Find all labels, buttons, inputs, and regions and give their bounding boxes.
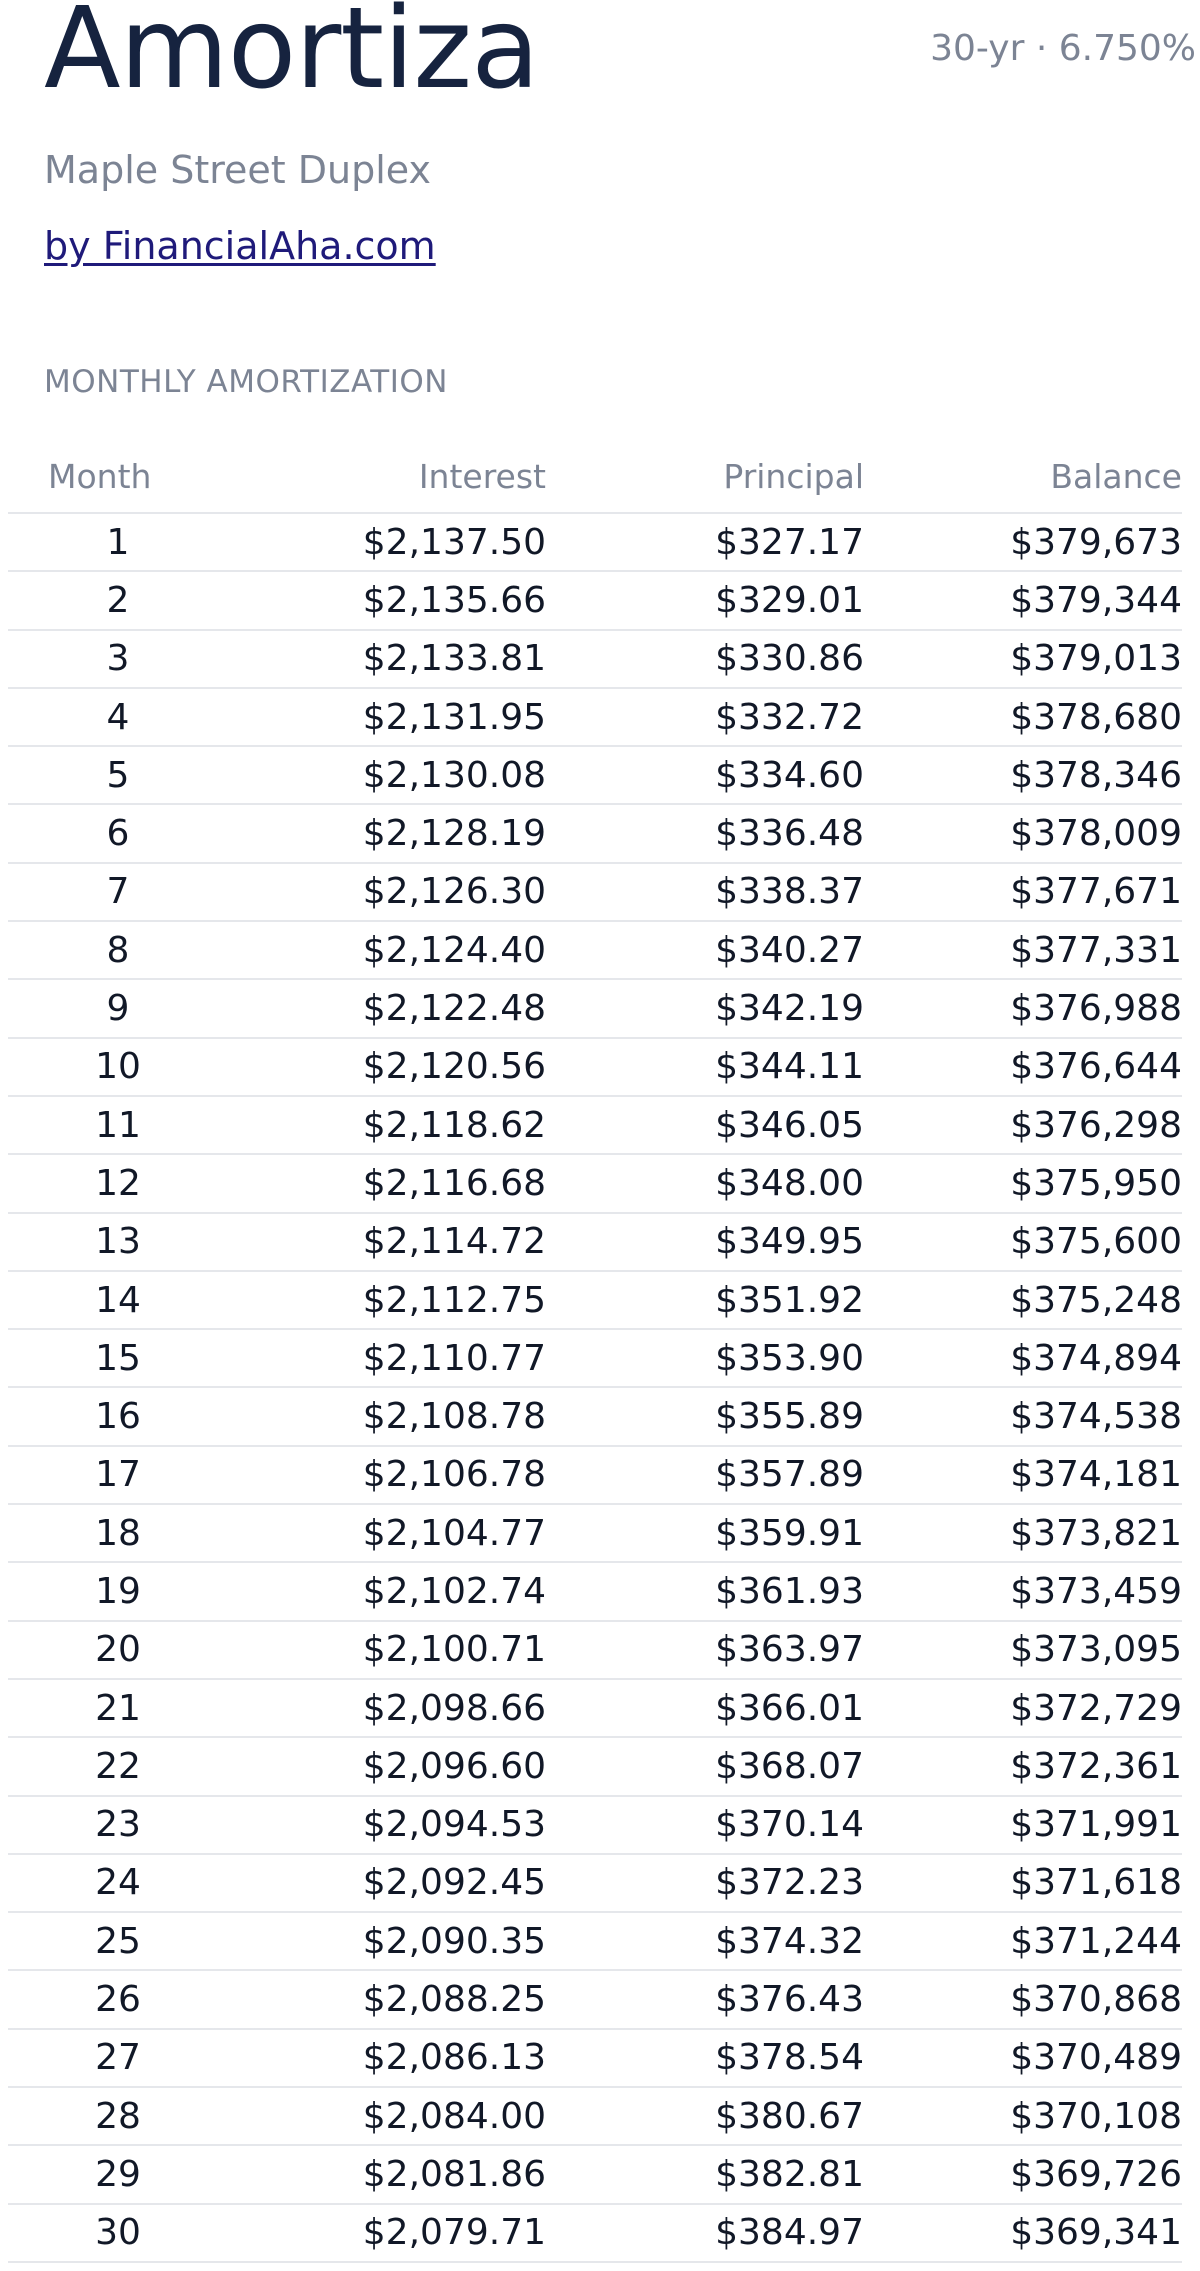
table-row bbox=[8, 2029, 1182, 2087]
column-header-principal: Principal bbox=[546, 440, 864, 513]
amortization-table bbox=[8, 440, 1182, 2263]
cell-interest: $2,122.48 bbox=[228, 979, 546, 1037]
cell-principal: $334.60 bbox=[546, 746, 864, 804]
cell-interest: $2,102.74 bbox=[228, 1562, 546, 1620]
cell-balance: $372,729 bbox=[864, 1679, 1182, 1737]
cell-interest: $2,100.71 bbox=[228, 1621, 546, 1679]
table-row bbox=[8, 1446, 1182, 1504]
app-title: Amortiza bbox=[44, 0, 539, 114]
cell-month: 30 bbox=[8, 2204, 228, 2262]
table-row bbox=[8, 1271, 1182, 1329]
cell-interest: $2,114.72 bbox=[228, 1213, 546, 1271]
cell-interest: $2,092.45 bbox=[228, 1854, 546, 1912]
cell-month: 24 bbox=[8, 1854, 228, 1912]
cell-balance: $369,726 bbox=[864, 2145, 1182, 2203]
cell-principal: $384.97 bbox=[546, 2204, 864, 2262]
cell-balance: $378,680 bbox=[864, 688, 1182, 746]
cell-principal: $336.48 bbox=[546, 804, 864, 862]
cell-principal: $342.19 bbox=[546, 979, 864, 1037]
table-row bbox=[8, 804, 1182, 862]
cell-month: 8 bbox=[8, 921, 228, 979]
table-row bbox=[8, 1679, 1182, 1737]
cell-balance: $374,181 bbox=[864, 1446, 1182, 1504]
section-title: MONTHLY AMORTIZATION bbox=[44, 364, 448, 400]
table-row bbox=[8, 746, 1182, 804]
cell-principal: $340.27 bbox=[546, 921, 864, 979]
column-header-balance: Balance bbox=[864, 440, 1182, 513]
table-row bbox=[8, 1504, 1182, 1562]
cell-month: 22 bbox=[8, 1737, 228, 1795]
cell-balance: $370,108 bbox=[864, 2087, 1182, 2145]
cell-month: 14 bbox=[8, 1271, 228, 1329]
cell-month: 25 bbox=[8, 1912, 228, 1970]
table-row bbox=[8, 1562, 1182, 1620]
cell-balance: $374,538 bbox=[864, 1387, 1182, 1445]
cell-interest: $2,094.53 bbox=[228, 1796, 546, 1854]
cell-principal: $348.00 bbox=[546, 1154, 864, 1212]
cell-interest: $2,135.66 bbox=[228, 571, 546, 629]
table-header-row bbox=[8, 440, 1182, 513]
cell-principal: $372.23 bbox=[546, 1854, 864, 1912]
cell-principal: $351.92 bbox=[546, 1271, 864, 1329]
cell-interest: $2,096.60 bbox=[228, 1737, 546, 1795]
column-header-month: Month bbox=[8, 440, 228, 513]
cell-month: 16 bbox=[8, 1387, 228, 1445]
table-row bbox=[8, 1854, 1182, 1912]
cell-principal: $344.11 bbox=[546, 1038, 864, 1096]
cell-principal: $353.90 bbox=[546, 1329, 864, 1387]
cell-principal: $378.54 bbox=[546, 2029, 864, 2087]
table-row bbox=[8, 1154, 1182, 1212]
cell-month: 11 bbox=[8, 1096, 228, 1154]
cell-interest: $2,126.30 bbox=[228, 863, 546, 921]
cell-balance: $375,248 bbox=[864, 1271, 1182, 1329]
cell-balance: $370,868 bbox=[864, 1970, 1182, 2028]
cell-month: 4 bbox=[8, 688, 228, 746]
table-row bbox=[8, 979, 1182, 1037]
cell-month: 13 bbox=[8, 1213, 228, 1271]
cell-principal: $330.86 bbox=[546, 630, 864, 688]
cell-balance: $376,644 bbox=[864, 1038, 1182, 1096]
table-row bbox=[8, 2087, 1182, 2145]
cell-balance: $375,950 bbox=[864, 1154, 1182, 1212]
cell-interest: $2,116.68 bbox=[228, 1154, 546, 1212]
table-row bbox=[8, 630, 1182, 688]
table-row bbox=[8, 863, 1182, 921]
cell-month: 3 bbox=[8, 630, 228, 688]
cell-interest: $2,108.78 bbox=[228, 1387, 546, 1445]
table-row bbox=[8, 1387, 1182, 1445]
cell-interest: $2,131.95 bbox=[228, 688, 546, 746]
table-body bbox=[8, 513, 1182, 2262]
table-row bbox=[8, 1096, 1182, 1154]
cell-balance: $377,331 bbox=[864, 921, 1182, 979]
cell-interest: $2,118.62 bbox=[228, 1096, 546, 1154]
cell-principal: $349.95 bbox=[546, 1213, 864, 1271]
cell-principal: $376.43 bbox=[546, 1970, 864, 2028]
cell-balance: $373,095 bbox=[864, 1621, 1182, 1679]
cell-balance: $375,600 bbox=[864, 1213, 1182, 1271]
cell-principal: $327.17 bbox=[546, 513, 864, 571]
cell-interest: $2,098.66 bbox=[228, 1679, 546, 1737]
cell-principal: $359.91 bbox=[546, 1504, 864, 1562]
cell-balance: $373,459 bbox=[864, 1562, 1182, 1620]
cell-interest: $2,120.56 bbox=[228, 1038, 546, 1096]
cell-interest: $2,124.40 bbox=[228, 921, 546, 979]
cell-principal: $346.05 bbox=[546, 1096, 864, 1154]
cell-month: 1 bbox=[8, 513, 228, 571]
cell-balance: $377,671 bbox=[864, 863, 1182, 921]
cell-interest: $2,104.77 bbox=[228, 1504, 546, 1562]
loan-terms-summary: 30-yr · 6.750% bbox=[930, 28, 1196, 69]
cell-month: 5 bbox=[8, 746, 228, 804]
cell-month: 23 bbox=[8, 1796, 228, 1854]
cell-month: 9 bbox=[8, 979, 228, 1037]
cell-principal: $368.07 bbox=[546, 1737, 864, 1795]
cell-principal: $374.32 bbox=[546, 1912, 864, 1970]
cell-balance: $372,361 bbox=[864, 1737, 1182, 1795]
cell-balance: $373,821 bbox=[864, 1504, 1182, 1562]
table-row bbox=[8, 1621, 1182, 1679]
cell-principal: $338.37 bbox=[546, 863, 864, 921]
table-row bbox=[8, 1329, 1182, 1387]
cell-principal: $329.01 bbox=[546, 571, 864, 629]
cell-month: 29 bbox=[8, 2145, 228, 2203]
cell-interest: $2,133.81 bbox=[228, 630, 546, 688]
table-row bbox=[8, 2145, 1182, 2203]
table-row bbox=[8, 1912, 1182, 1970]
cell-principal: $355.89 bbox=[546, 1387, 864, 1445]
table-row bbox=[8, 1213, 1182, 1271]
column-header-interest: Interest bbox=[228, 440, 546, 513]
cell-interest: $2,130.08 bbox=[228, 746, 546, 804]
cell-interest: $2,088.25 bbox=[228, 1970, 546, 2028]
cell-interest: $2,106.78 bbox=[228, 1446, 546, 1504]
cell-month: 2 bbox=[8, 571, 228, 629]
table-row bbox=[8, 571, 1182, 629]
cell-balance: $379,673 bbox=[864, 513, 1182, 571]
cell-principal: $363.97 bbox=[546, 1621, 864, 1679]
table-row bbox=[8, 513, 1182, 571]
cell-balance: $379,344 bbox=[864, 571, 1182, 629]
cell-principal: $357.89 bbox=[546, 1446, 864, 1504]
cell-balance: $369,341 bbox=[864, 2204, 1182, 2262]
cell-month: 7 bbox=[8, 863, 228, 921]
cell-month: 26 bbox=[8, 1970, 228, 2028]
financialaha-link[interactable]: by FinancialAha.com bbox=[44, 224, 436, 268]
cell-balance: $378,009 bbox=[864, 804, 1182, 862]
cell-month: 6 bbox=[8, 804, 228, 862]
table-row bbox=[8, 1737, 1182, 1795]
cell-principal: $382.81 bbox=[546, 2145, 864, 2203]
cell-principal: $370.14 bbox=[546, 1796, 864, 1854]
cell-month: 18 bbox=[8, 1504, 228, 1562]
cell-interest: $2,086.13 bbox=[228, 2029, 546, 2087]
cell-month: 12 bbox=[8, 1154, 228, 1212]
table-row bbox=[8, 1038, 1182, 1096]
cell-interest: $2,081.86 bbox=[228, 2145, 546, 2203]
table-row bbox=[8, 2204, 1182, 2262]
cell-interest: $2,079.71 bbox=[228, 2204, 546, 2262]
cell-interest: $2,090.35 bbox=[228, 1912, 546, 1970]
cell-month: 10 bbox=[8, 1038, 228, 1096]
cell-principal: $361.93 bbox=[546, 1562, 864, 1620]
cell-balance: $379,013 bbox=[864, 630, 1182, 688]
cell-principal: $380.67 bbox=[546, 2087, 864, 2145]
cell-balance: $376,988 bbox=[864, 979, 1182, 1037]
cell-interest: $2,084.00 bbox=[228, 2087, 546, 2145]
cell-month: 20 bbox=[8, 1621, 228, 1679]
cell-balance: $374,894 bbox=[864, 1329, 1182, 1387]
cell-balance: $371,244 bbox=[864, 1912, 1182, 1970]
cell-principal: $332.72 bbox=[546, 688, 864, 746]
cell-interest: $2,128.19 bbox=[228, 804, 546, 862]
cell-month: 17 bbox=[8, 1446, 228, 1504]
cell-principal: $366.01 bbox=[546, 1679, 864, 1737]
cell-balance: $371,991 bbox=[864, 1796, 1182, 1854]
property-name: Maple Street Duplex bbox=[44, 148, 431, 192]
cell-month: 28 bbox=[8, 2087, 228, 2145]
cell-interest: $2,137.50 bbox=[228, 513, 546, 571]
cell-balance: $376,298 bbox=[864, 1096, 1182, 1154]
cell-month: 15 bbox=[8, 1329, 228, 1387]
table-row bbox=[8, 688, 1182, 746]
cell-interest: $2,110.77 bbox=[228, 1329, 546, 1387]
cell-interest: $2,112.75 bbox=[228, 1271, 546, 1329]
table-row bbox=[8, 1796, 1182, 1854]
cell-month: 19 bbox=[8, 1562, 228, 1620]
table-row bbox=[8, 921, 1182, 979]
table-row bbox=[8, 1970, 1182, 2028]
cell-month: 21 bbox=[8, 1679, 228, 1737]
cell-balance: $378,346 bbox=[864, 746, 1182, 804]
cell-balance: $371,618 bbox=[864, 1854, 1182, 1912]
cell-balance: $370,489 bbox=[864, 2029, 1182, 2087]
cell-month: 27 bbox=[8, 2029, 228, 2087]
